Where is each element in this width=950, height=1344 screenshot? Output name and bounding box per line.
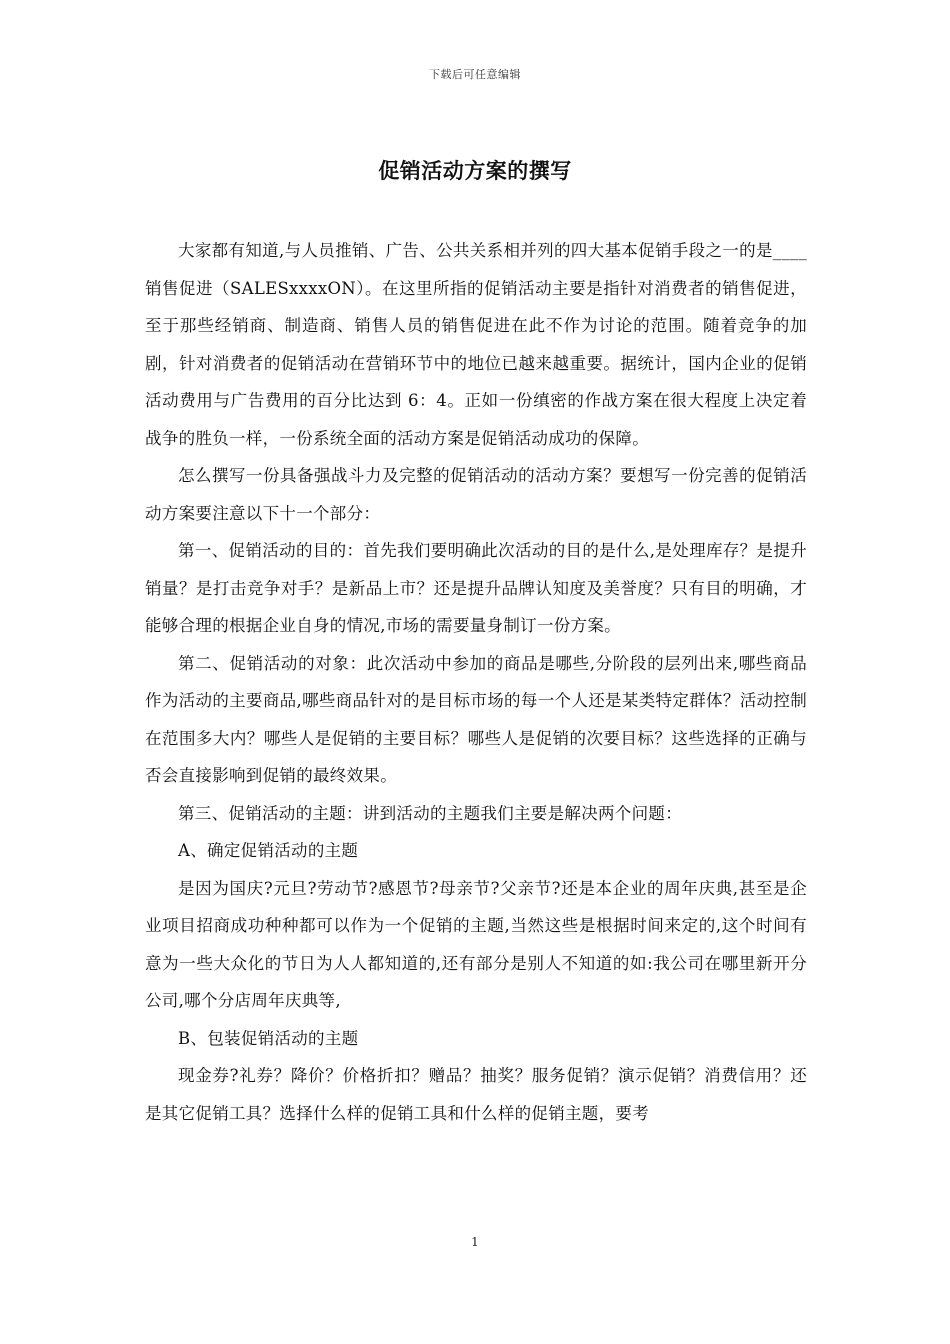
- paragraph-theme-b: 现金券?礼券？降价？价格折扣？赠品？抽奖？服务促销？演示促销？消费信用？还是其它促销工具？选择什么样的促销工具和什么样的促销主题，要考: [145, 1066, 807, 1123]
- page-number: 1: [471, 1235, 479, 1249]
- paragraph-purpose: 第一、促销活动的目的：首先我们要明确此次活动的目的是什么,是处理库存？是提升销量？是打击竞争对手？是新品上市？还是提升品牌认知度及美誉度？只有目的明确，才能够合理的根据企业自身的情况,市场的需要量身制订一份方案。: [145, 541, 807, 635]
- paragraph-theme: 第三、促销活动的主题：讲到活动的主题我们主要是解决两个问题：: [178, 803, 682, 823]
- document-body: [145, 232, 807, 1132]
- header-note: 下载后可任意编辑: [429, 68, 521, 81]
- paragraph-intro: 大家都有知道,与人员推销、广告、公共关系相并列的四大基本促销手段之一的是____销售促进（SALESxxxxON）。在这里所指的促销活动主要是指针对消费者的销售促进，至于那些经销商、制造商、销售人员的销售促进在此不作为讨论的范围。随着竞争的加剧，针对消费者的促销活动在营销环节中的地位已越来越重要。据统计，国内企业的促销活动费用与广告费用的百分比达到 6：4。正如一份缜密的作战方案在很大程度上决定着战争的胜负一样，一份系统全面的活动方案是促销活动成功的保障。: [145, 241, 807, 448]
- document-title: 促销活动方案的撰写: [378, 158, 572, 183]
- paragraph-theme-a: 是因为国庆?元旦?劳动节?感恩节?母亲节?父亲节?还是本企业的周年庆典,甚至是企业项目招商成功种种都可以作为一个促销的主题,当然这些是根据时间来定的,这个时间有意为一些大众化的节日为人人都知道的,还有部分是别人不知道的如:我公司在哪里新开分公司,哪个分店周年庆典等,: [145, 878, 807, 1010]
- paragraph-target: 第二、促销活动的对象：此次活动中参加的商品是哪些,分阶段的层列出来,哪些商品作为活动的主要商品,哪些商品针对的是目标市场的每一个人还是某类特定群体？活动控制在范围多大内？哪些人是促销的主要目标？哪些人是促销的次要目标？这些选择的正确与否会直接影响到促销的最终效果。: [145, 653, 807, 785]
- subheading-b: B、包装促销活动的主题: [178, 1028, 359, 1048]
- paragraph-question: 怎么撰写一份具备强战斗力及完整的促销活动的活动方案？要想写一份完善的促销活动方案要注意以下十一个部分：: [145, 466, 807, 523]
- subheading-a: A、确定促销活动的主题: [178, 841, 359, 860]
